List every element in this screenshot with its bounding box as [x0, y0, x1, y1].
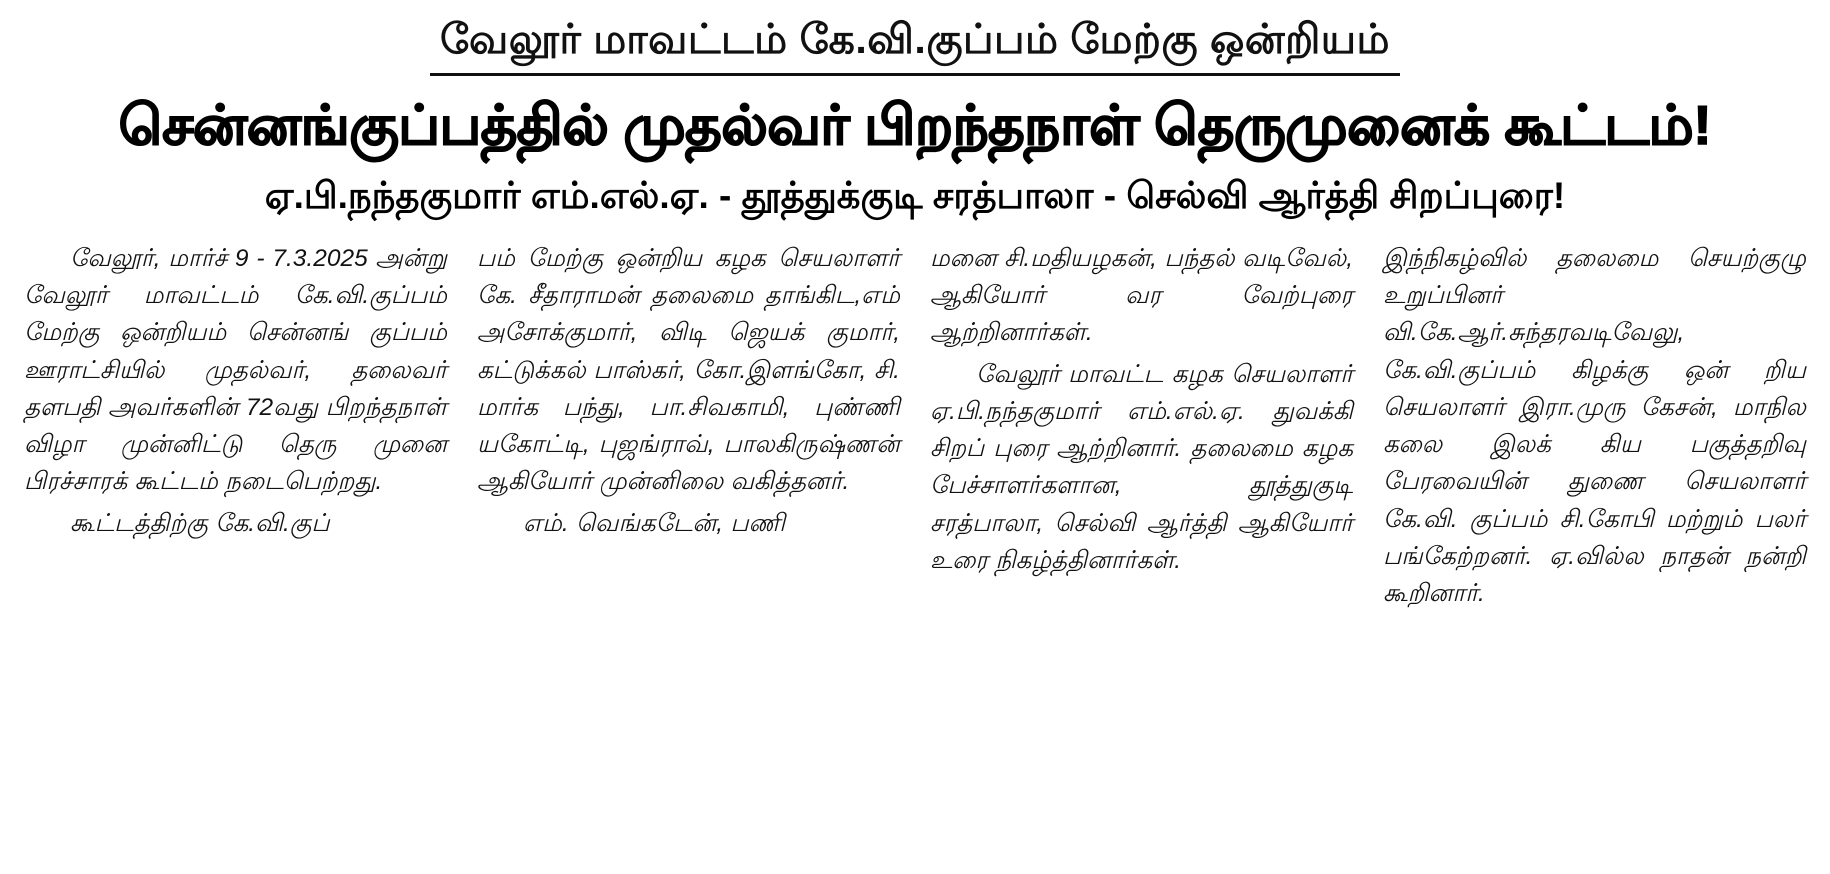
article-subheadline: ஏ.பி.நந்தகுமார் எம்.எல்.ஏ. - தூத்துக்குடி சரத்பாலா - செல்வி ஆர்த்தி சிறப்புரை!	[264, 174, 1566, 216]
article-column-4	[1383, 240, 1806, 612]
article-paragraph: எம். வெங்கடேன், பணி	[523, 509, 786, 537]
article-paragraph: பம் மேற்கு ஒன்றிய கழக செயலாளர் கே. சீதாராமன் தலைமை தாங்கிட,எம் அசோக்குமார், விடி ஜெயக் குமார், கட்டுக்கல் பாஸ்கர், கோ.இளங்கோ, சி. மார்க பந்து, பா.சிவகாமி, புண்ணி யகோட்டி, புஜங்ராவ், பாலகிருஷ்ணன் ஆகியோர் முன்னிலை வகித்தனர்.	[477, 244, 900, 496]
article-paragraph: இந்நிகழ்வில் தலைமை செயற்குழு உறுப்பினர் வி.கே.ஆர்.சுந்தரவடிவேலு, கே.வி.குப்பம் கிழக்கு ஒன் றிய செயலாளர் இரா.முரு கேசன், மாநில கலை இலக் கிய பகுத்தறிவு பேரவையின் துணை செயலாளர் கே.வி. குப்பம் சி.கோபி மற்றும் பலர் பங்கேற்றனர். ஏ.வில்ல நாதன் நன்றி கூறினார்.	[1383, 244, 1806, 607]
article-paragraph: கூட்டத்திற்கு கே.வி.குப்	[70, 509, 330, 537]
article-paragraph: மனை சி.மதியழகன், பந்தல் வடிவேல், ஆகியோர் வர வேற்புரை ஆற்றினார்கள்.	[930, 244, 1353, 347]
article-column-2	[477, 240, 900, 542]
article-paragraph: வேலூர், மார்ச் 9 - 7.3.2025 அன்று வேலூர் மாவட்டம் கே.வி.குப்பம் மேற்கு ஒன்றியம் சென்னங் குப்பம் ஊராட்சியில் முதல்வர், தலைவர் தளபதி அவர்களின் 72வது பிறந்தநாள் விழா முன்னிட்டு தெரு முனை பிரச்சாரக் கூட்டம் நடைபெற்றது.	[24, 244, 447, 496]
kicker-container	[24, 0, 1806, 76]
article-column-1	[24, 240, 447, 542]
article-kicker: வேலூர் மாவட்டம் கே.வி.குப்பம் மேற்கு ஒன்றியம்	[430, 14, 1400, 76]
article-column-3	[930, 240, 1353, 579]
article-paragraph: வேலூர் மாவட்ட கழக செயலாளர் ஏ.பி.நந்தகுமார் எம்.எல்.ஏ. துவக்கி சிறப் புரை ஆற்றினார். தலைமை கழக பேச்சாளர்களான, தூத்துகுடி சரத்பாலா, செல்வி ஆர்த்தி ஆகியோர் உரை நிகழ்த்தினார்கள்.	[930, 360, 1353, 574]
article-headline: சென்னங்குப்பத்தில் முதல்வர் பிறந்தநாள் தெருமுனைக் கூட்டம்!	[118, 94, 1712, 157]
article-columns	[24, 240, 1806, 612]
